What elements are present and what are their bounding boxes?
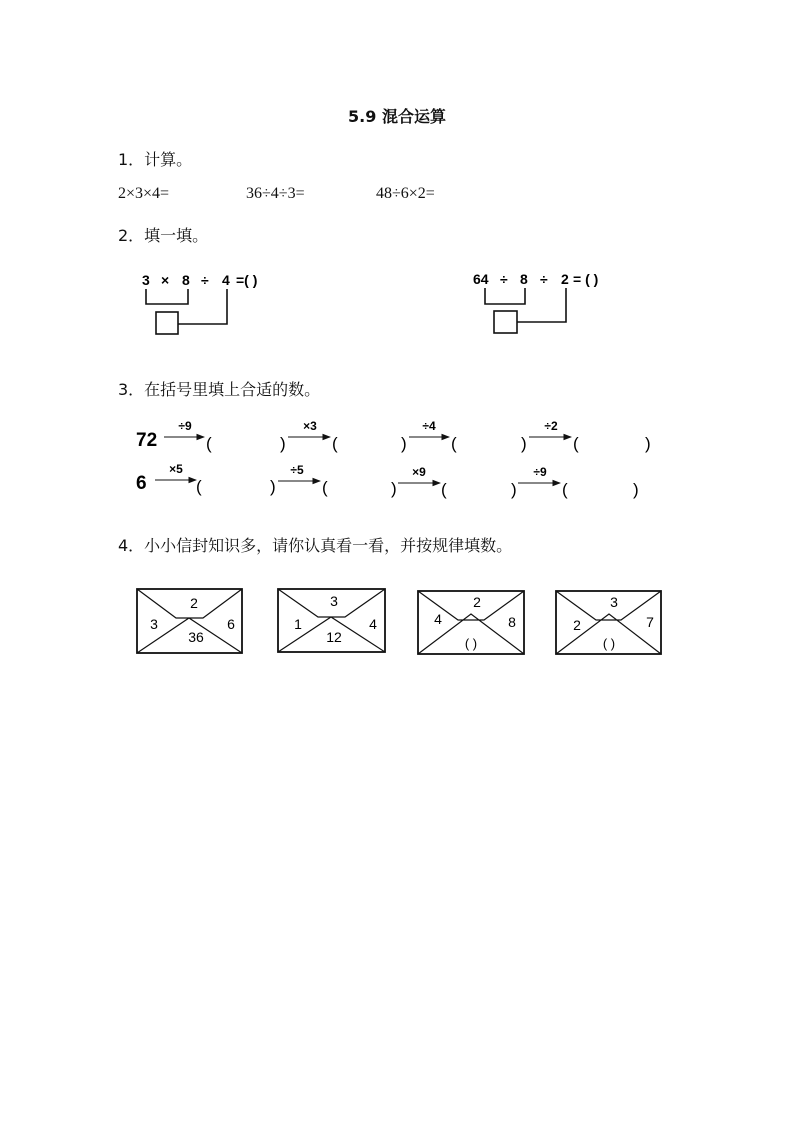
q3-row1-blank-1-close: ) [280, 434, 286, 453]
q2-left-equals-blank: =( ) [236, 272, 258, 288]
q3-row1-op-2: ×3 [303, 419, 317, 433]
envelope-3-left: 4 [434, 611, 442, 627]
q2-left-diagram [130, 262, 310, 342]
q3-row2-blank-1-close: ) [270, 477, 276, 496]
q1-expression-2: 36÷4÷3= [246, 185, 305, 202]
q3-row2-blank-2-open: ( [322, 478, 328, 497]
q2-left-operand-b: 8 [182, 272, 190, 288]
q3-heading: 3．在括号里填上合适的数。 [118, 380, 321, 399]
q3-row2-blank-2-close: ) [391, 479, 397, 498]
q2-right-bracket [485, 288, 525, 304]
q3-row1-blank-3-close: ) [521, 434, 527, 453]
q1-expression-3: 48÷6×2= [376, 185, 435, 202]
q3-row1-blank-2-close: ) [401, 434, 407, 453]
envelope-4-top: 3 [610, 594, 618, 610]
q3-row1-blank-3-open: ( [451, 434, 457, 453]
envelope-2 [278, 589, 385, 652]
envelope-4 [556, 591, 661, 654]
q3-row1-op-4: ÷2 [544, 419, 558, 433]
q3-row1-op-1: ÷9 [178, 419, 192, 433]
q3-row2-start: 6 [136, 473, 147, 494]
q3-row1-op-3: ÷4 [422, 419, 436, 433]
q2-right-op1: ÷ [500, 271, 508, 287]
envelope-3 [418, 591, 524, 654]
q1-expression-1: 2×3×4= [118, 185, 170, 202]
q3-row1-blank-2-open: ( [332, 434, 338, 453]
q2-left-op1: × [161, 272, 170, 288]
q2-heading: 2．填一填。 [118, 226, 209, 245]
envelope-1-bottom: 36 [188, 629, 204, 645]
q2-left-op2: ÷ [201, 272, 209, 288]
envelope-4-left: 2 [573, 617, 581, 633]
q2-right-operand-b: 8 [520, 271, 528, 287]
q3-row1-blank-1-open: ( [206, 434, 212, 453]
q2-right-operand-a: 64 [473, 271, 489, 287]
envelope-2-bottom: 12 [326, 629, 342, 645]
q2-right-equals-blank: = ( ) [573, 271, 599, 287]
envelope-4-right: 7 [646, 614, 654, 630]
q3-chain-diagram [130, 415, 670, 515]
envelope-1 [137, 589, 242, 653]
q4-heading: 4．小小信封知识多，请你认真看一看，并按规律填数。 [118, 536, 513, 555]
page-title: 5.9 混合运算 [348, 107, 446, 126]
q2-left-operand-c: 4 [222, 272, 230, 288]
envelope-4-bottom-blank[interactable]: ( ) [602, 636, 616, 651]
q2-left-bracket [146, 289, 188, 304]
q3-row2-op-2: ÷5 [290, 463, 304, 477]
q3-row1-blank-4-open: ( [573, 434, 579, 453]
q3-row2-blank-4-open: ( [562, 480, 568, 499]
q3-row2-blank-1-open: ( [196, 477, 202, 496]
q2-left-connector [178, 289, 227, 324]
q3-row2-op-1: ×5 [169, 462, 183, 476]
envelope-2-right: 4 [369, 616, 377, 632]
q3-row1-start: 72 [136, 430, 158, 451]
q2-right-operand-c: 2 [561, 271, 569, 287]
envelope-1-right: 6 [227, 616, 235, 632]
q2-right-diagram [470, 262, 650, 342]
q3-row2-blank-3-open: ( [441, 480, 447, 499]
q3-row2-op-4: ÷9 [533, 465, 547, 479]
envelope-3-top: 2 [473, 594, 481, 610]
q2-left-operand-a: 3 [142, 272, 150, 288]
envelope-2-top: 3 [330, 593, 338, 609]
envelope-3-bottom-blank[interactable]: ( ) [464, 636, 478, 651]
envelope-2-left: 1 [294, 616, 302, 632]
q3-row2-op-3: ×9 [412, 465, 426, 479]
q3-row2-blank-4-close: ) [633, 480, 639, 499]
q2-right-answer-box[interactable] [494, 311, 517, 333]
q3-row1-blank-4-close: ) [645, 434, 651, 453]
q1-heading: 1．计算。 [118, 150, 193, 169]
q2-left-answer-box[interactable] [156, 312, 178, 334]
envelope-3-right: 8 [508, 614, 516, 630]
envelope-1-left: 3 [150, 616, 158, 632]
envelope-1-top: 2 [190, 595, 198, 611]
q4-envelopes [130, 582, 670, 662]
q2-right-op2: ÷ [540, 271, 548, 287]
q3-row2-blank-3-close: ) [511, 480, 517, 499]
